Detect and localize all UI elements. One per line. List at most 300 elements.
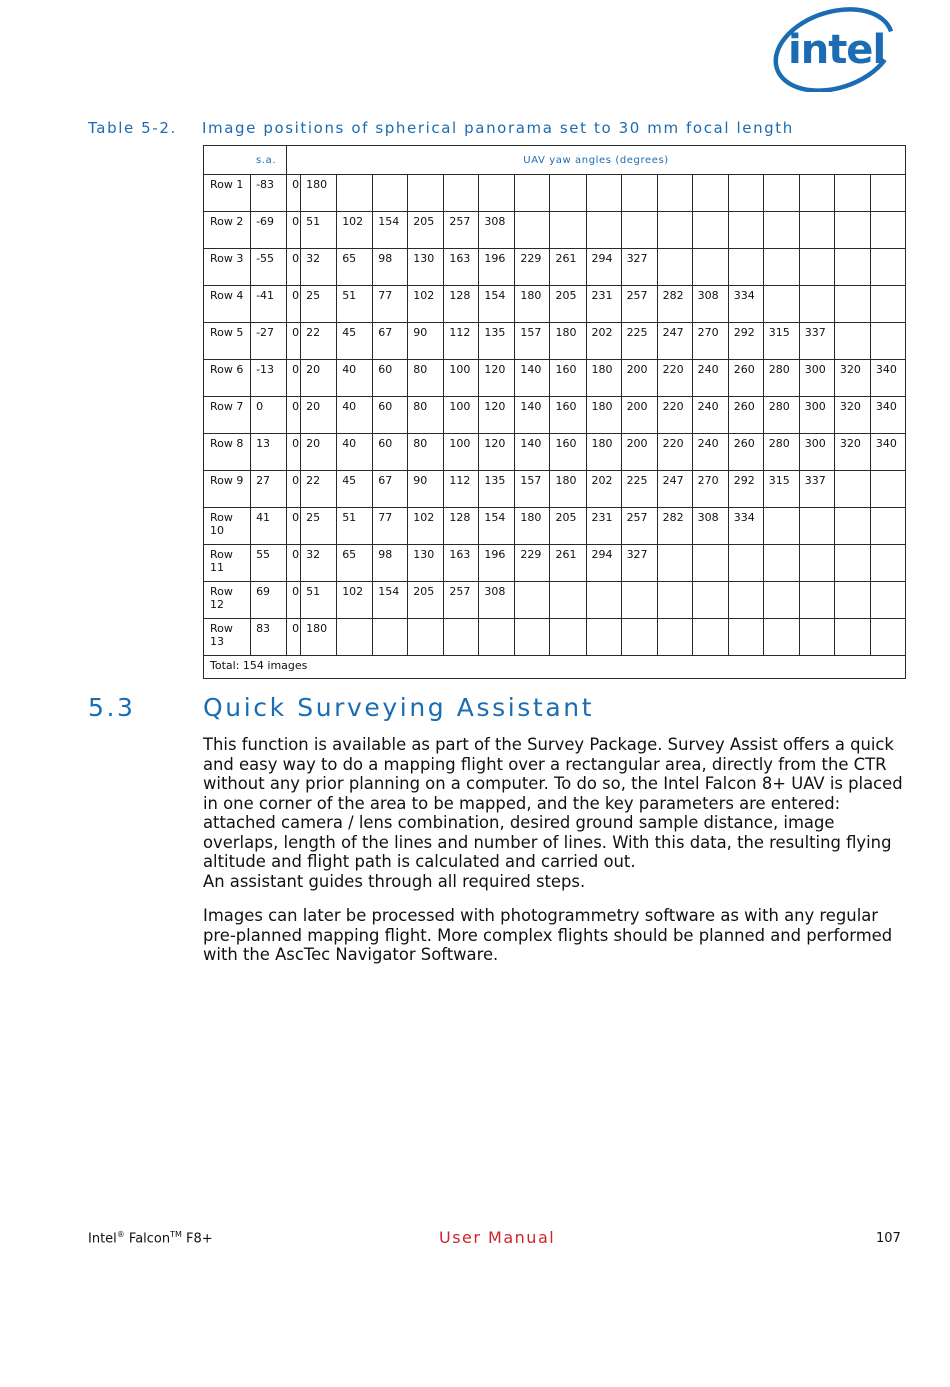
yaw-cell bbox=[515, 212, 550, 249]
yaw-cell: 308 bbox=[692, 508, 728, 545]
yaw-cell bbox=[870, 508, 905, 545]
yaw-cell: 300 bbox=[799, 397, 834, 434]
sa-cell: 55 bbox=[251, 545, 287, 582]
yaw-cell bbox=[834, 323, 870, 360]
sa-cell: -83 bbox=[251, 175, 287, 212]
yaw-cell: 80 bbox=[408, 434, 444, 471]
yaw-cell bbox=[834, 249, 870, 286]
yaw-cell: 205 bbox=[408, 582, 444, 619]
yaw-cell bbox=[799, 508, 834, 545]
registered-mark: ® bbox=[116, 1230, 125, 1239]
yaw-cell: 67 bbox=[373, 323, 408, 360]
yaw-cell: 20 bbox=[301, 397, 337, 434]
paragraph-1-note: An assistant guides through all required steps. bbox=[203, 871, 586, 891]
yaw-cell: 20 bbox=[301, 360, 337, 397]
yaw-cell: 225 bbox=[621, 471, 657, 508]
yaw-cell: 320 bbox=[834, 434, 870, 471]
yaw-cell: 120 bbox=[479, 360, 515, 397]
yaw-cell bbox=[337, 619, 373, 656]
yaw-cell bbox=[763, 508, 799, 545]
yaw-cell: 261 bbox=[550, 249, 586, 286]
yaw-cell: 280 bbox=[763, 397, 799, 434]
sa-cell: -55 bbox=[251, 249, 287, 286]
yaw-cell: 260 bbox=[728, 434, 763, 471]
yaw-cell: 77 bbox=[373, 508, 408, 545]
yaw-cell: 247 bbox=[657, 471, 692, 508]
table-row bbox=[204, 397, 906, 434]
yaw-cell: 315 bbox=[763, 323, 799, 360]
yaw-cell bbox=[621, 212, 657, 249]
yaw-cell: 102 bbox=[408, 286, 444, 323]
table-total: Total: 154 images bbox=[204, 656, 906, 679]
sa-cell: 27 bbox=[251, 471, 287, 508]
yaw-cell: 200 bbox=[621, 397, 657, 434]
sa-cell: 0 bbox=[251, 397, 287, 434]
yaw-cell bbox=[621, 619, 657, 656]
yaw-cell bbox=[728, 212, 763, 249]
yaw-cell: 261 bbox=[550, 545, 586, 582]
yaw-cell: 327 bbox=[621, 545, 657, 582]
yaw-cell: 128 bbox=[444, 286, 479, 323]
yaw-cell: 154 bbox=[479, 508, 515, 545]
yaw-cell bbox=[799, 545, 834, 582]
yaw-cell: 196 bbox=[479, 249, 515, 286]
yaw-cell bbox=[515, 175, 550, 212]
yaw-cell bbox=[763, 582, 799, 619]
yaw-cell: 25 bbox=[301, 286, 337, 323]
yaw-cell bbox=[550, 619, 586, 656]
yaw-cell: 90 bbox=[408, 323, 444, 360]
yaw-cell: 294 bbox=[586, 249, 621, 286]
yaw-cell: 0 bbox=[287, 619, 301, 656]
sa-cell: 41 bbox=[251, 508, 287, 545]
yaw-cell bbox=[586, 175, 621, 212]
yaw-cell: 163 bbox=[444, 249, 479, 286]
footer-title: User Manual bbox=[439, 1228, 556, 1247]
yaw-cell: 282 bbox=[657, 508, 692, 545]
yaw-cell bbox=[444, 175, 479, 212]
yaw-cell: 180 bbox=[301, 619, 337, 656]
yaw-cell: 157 bbox=[515, 323, 550, 360]
yaw-cell: 300 bbox=[799, 434, 834, 471]
trademark-mark: TM bbox=[170, 1230, 182, 1239]
yaw-cell bbox=[550, 212, 586, 249]
yaw-cell: 280 bbox=[763, 434, 799, 471]
yaw-cell: 337 bbox=[799, 323, 834, 360]
yaw-cell bbox=[763, 619, 799, 656]
yaw-cell: 327 bbox=[621, 249, 657, 286]
yaw-cell bbox=[799, 175, 834, 212]
yaw-cell bbox=[692, 582, 728, 619]
yaw-cell: 180 bbox=[550, 323, 586, 360]
sa-cell: 13 bbox=[251, 434, 287, 471]
yaw-cell: 160 bbox=[550, 397, 586, 434]
yaw-cell bbox=[692, 619, 728, 656]
yaw-cell bbox=[728, 175, 763, 212]
yaw-cell bbox=[763, 545, 799, 582]
yaw-cell: 282 bbox=[657, 286, 692, 323]
yaw-cell: 308 bbox=[479, 212, 515, 249]
yaw-cell bbox=[479, 619, 515, 656]
yaw-cell: 0 bbox=[287, 249, 301, 286]
yaw-cell: 280 bbox=[763, 360, 799, 397]
yaw-cell: 240 bbox=[692, 360, 728, 397]
yaw-cell bbox=[586, 212, 621, 249]
yaw-cell bbox=[799, 249, 834, 286]
yaw-cell: 247 bbox=[657, 323, 692, 360]
yaw-cell: 100 bbox=[444, 397, 479, 434]
yaw-cell: 205 bbox=[550, 286, 586, 323]
paragraph-1-text: This function is available as part of the Survey Package. Survey Assist offers a quick and easy way to do a mapping flight over a rectangular area, directly from the CTR without any prior planning on a computer. To do so, the Intel Falcon 8+ UAV is placed in one corner of the area to be mapped, and the key parameters are entered: attached camera / lens combination, desired ground sample distance, image overlaps, length of the lines and number of lines. With this data, the resulting flying altitude and flight path is calculated and carried out. bbox=[203, 735, 903, 871]
header-yaw: UAV yaw angles (degrees) bbox=[287, 146, 906, 175]
sa-cell: -13 bbox=[251, 360, 287, 397]
yaw-cell: 90 bbox=[408, 471, 444, 508]
yaw-cell bbox=[657, 175, 692, 212]
yaw-cell: 229 bbox=[515, 249, 550, 286]
yaw-cell bbox=[692, 212, 728, 249]
yaw-cell bbox=[870, 471, 905, 508]
table-row bbox=[204, 286, 906, 323]
yaw-cell: 77 bbox=[373, 286, 408, 323]
table-row bbox=[204, 619, 906, 656]
footer-product-name: Falcon bbox=[124, 1231, 171, 1247]
yaw-cell bbox=[870, 212, 905, 249]
yaw-cell: 65 bbox=[337, 545, 373, 582]
row-label: Row 8 bbox=[204, 434, 251, 471]
yaw-cell: 240 bbox=[692, 434, 728, 471]
yaw-cell: 0 bbox=[287, 175, 301, 212]
paragraph-1 bbox=[203, 735, 908, 891]
table-row bbox=[204, 249, 906, 286]
yaw-cell bbox=[657, 545, 692, 582]
yaw-cell bbox=[834, 212, 870, 249]
yaw-cell bbox=[692, 175, 728, 212]
yaw-cell: 205 bbox=[550, 508, 586, 545]
yaw-cell: 257 bbox=[621, 508, 657, 545]
yaw-cell: 257 bbox=[621, 286, 657, 323]
yaw-cell bbox=[515, 582, 550, 619]
yaw-cell: 220 bbox=[657, 434, 692, 471]
yaw-cell bbox=[515, 619, 550, 656]
row-label: Row 11 bbox=[204, 545, 251, 582]
row-label: Row 13 bbox=[204, 619, 251, 656]
intel-logo-text: intel bbox=[788, 27, 886, 73]
yaw-cell: 0 bbox=[287, 434, 301, 471]
row-label: Row 9 bbox=[204, 471, 251, 508]
row-label: Row 3 bbox=[204, 249, 251, 286]
table-caption bbox=[88, 119, 794, 137]
yaw-cell: 154 bbox=[373, 212, 408, 249]
yaw-cell bbox=[763, 286, 799, 323]
yaw-cell bbox=[692, 249, 728, 286]
yaw-cell: 130 bbox=[408, 545, 444, 582]
yaw-cell bbox=[692, 545, 728, 582]
yaw-cell bbox=[834, 545, 870, 582]
row-label: Row 10 bbox=[204, 508, 251, 545]
yaw-cell bbox=[870, 286, 905, 323]
yaw-cell: 135 bbox=[479, 323, 515, 360]
row-label: Row 7 bbox=[204, 397, 251, 434]
yaw-cell: 257 bbox=[444, 582, 479, 619]
yaw-cell: 0 bbox=[287, 212, 301, 249]
yaw-cell: 22 bbox=[301, 471, 337, 508]
section-number: 5.3 bbox=[88, 693, 136, 722]
yaw-cell: 260 bbox=[728, 397, 763, 434]
yaw-cell: 0 bbox=[287, 471, 301, 508]
yaw-cell: 320 bbox=[834, 360, 870, 397]
yaw-cell: 334 bbox=[728, 286, 763, 323]
yaw-cell bbox=[479, 175, 515, 212]
table-total-row bbox=[204, 656, 906, 679]
yaw-cell: 180 bbox=[586, 434, 621, 471]
yaw-cell: 40 bbox=[337, 434, 373, 471]
yaw-cell: 220 bbox=[657, 397, 692, 434]
table-header-row bbox=[204, 146, 906, 175]
table-row bbox=[204, 212, 906, 249]
yaw-cell bbox=[870, 545, 905, 582]
yaw-cell bbox=[444, 619, 479, 656]
sa-cell: -69 bbox=[251, 212, 287, 249]
yaw-cell: 98 bbox=[373, 249, 408, 286]
yaw-cell: 202 bbox=[586, 323, 621, 360]
table-row bbox=[204, 545, 906, 582]
yaw-cell: 22 bbox=[301, 323, 337, 360]
yaw-cell: 180 bbox=[515, 508, 550, 545]
yaw-cell bbox=[337, 175, 373, 212]
yaw-cell bbox=[763, 249, 799, 286]
yaw-cell: 257 bbox=[444, 212, 479, 249]
yaw-cell: 112 bbox=[444, 323, 479, 360]
yaw-cell bbox=[408, 619, 444, 656]
yaw-cell: 154 bbox=[479, 286, 515, 323]
panorama-table bbox=[203, 145, 906, 679]
yaw-cell: 0 bbox=[287, 397, 301, 434]
yaw-cell: 260 bbox=[728, 360, 763, 397]
yaw-cell: 205 bbox=[408, 212, 444, 249]
yaw-cell bbox=[621, 582, 657, 619]
yaw-cell bbox=[799, 582, 834, 619]
yaw-cell: 220 bbox=[657, 360, 692, 397]
yaw-cell: 120 bbox=[479, 397, 515, 434]
yaw-cell: 157 bbox=[515, 471, 550, 508]
yaw-cell: 128 bbox=[444, 508, 479, 545]
yaw-cell: 60 bbox=[373, 434, 408, 471]
yaw-cell: 45 bbox=[337, 323, 373, 360]
yaw-cell: 67 bbox=[373, 471, 408, 508]
yaw-cell: 40 bbox=[337, 397, 373, 434]
yaw-cell: 200 bbox=[621, 434, 657, 471]
yaw-cell: 80 bbox=[408, 397, 444, 434]
yaw-cell bbox=[834, 582, 870, 619]
yaw-cell: 20 bbox=[301, 434, 337, 471]
yaw-cell bbox=[621, 175, 657, 212]
yaw-cell: 154 bbox=[373, 582, 408, 619]
yaw-cell bbox=[834, 286, 870, 323]
table-row bbox=[204, 471, 906, 508]
yaw-cell: 102 bbox=[408, 508, 444, 545]
yaw-cell: 340 bbox=[870, 397, 905, 434]
yaw-cell bbox=[657, 249, 692, 286]
yaw-cell: 202 bbox=[586, 471, 621, 508]
yaw-cell: 160 bbox=[550, 360, 586, 397]
yaw-cell: 196 bbox=[479, 545, 515, 582]
yaw-cell bbox=[550, 582, 586, 619]
paragraph-2: Images can later be processed with photogrammetry software as with any regular pre-planned mapping flight. More complex flights should be planned and performed with the AscTec Navigator Software. bbox=[203, 906, 893, 964]
yaw-cell bbox=[870, 582, 905, 619]
panorama-table-body bbox=[204, 146, 906, 679]
yaw-cell: 32 bbox=[301, 249, 337, 286]
yaw-cell: 180 bbox=[586, 397, 621, 434]
yaw-cell: 180 bbox=[301, 175, 337, 212]
yaw-cell: 308 bbox=[479, 582, 515, 619]
yaw-cell: 98 bbox=[373, 545, 408, 582]
yaw-cell: 315 bbox=[763, 471, 799, 508]
table-caption-title: Image positions of spherical panorama set to 30 mm focal length bbox=[202, 119, 794, 137]
sa-cell: -41 bbox=[251, 286, 287, 323]
yaw-cell: 294 bbox=[586, 545, 621, 582]
table-row bbox=[204, 582, 906, 619]
footer-brand: Intel bbox=[88, 1231, 117, 1247]
table-caption-number: Table 5-2. bbox=[88, 119, 177, 137]
yaw-cell: 300 bbox=[799, 360, 834, 397]
yaw-cell bbox=[728, 582, 763, 619]
yaw-cell: 320 bbox=[834, 397, 870, 434]
yaw-cell: 240 bbox=[692, 397, 728, 434]
yaw-cell: 32 bbox=[301, 545, 337, 582]
yaw-cell: 51 bbox=[301, 582, 337, 619]
yaw-cell: 102 bbox=[337, 582, 373, 619]
yaw-cell: 225 bbox=[621, 323, 657, 360]
yaw-cell: 292 bbox=[728, 323, 763, 360]
table-row bbox=[204, 508, 906, 545]
yaw-cell: 135 bbox=[479, 471, 515, 508]
sa-cell: -27 bbox=[251, 323, 287, 360]
intel-logo bbox=[768, 0, 904, 92]
header-sa: s.a. bbox=[204, 146, 287, 175]
yaw-cell: 100 bbox=[444, 434, 479, 471]
yaw-cell: 0 bbox=[287, 360, 301, 397]
yaw-cell bbox=[408, 175, 444, 212]
section-heading bbox=[88, 693, 594, 722]
yaw-cell: 180 bbox=[586, 360, 621, 397]
table-row bbox=[204, 323, 906, 360]
yaw-cell bbox=[834, 471, 870, 508]
table-row bbox=[204, 434, 906, 471]
row-label: Row 2 bbox=[204, 212, 251, 249]
yaw-cell bbox=[373, 619, 408, 656]
yaw-cell bbox=[870, 175, 905, 212]
yaw-cell: 231 bbox=[586, 286, 621, 323]
yaw-cell: 40 bbox=[337, 360, 373, 397]
yaw-cell: 140 bbox=[515, 397, 550, 434]
yaw-cell: 200 bbox=[621, 360, 657, 397]
yaw-cell: 51 bbox=[337, 286, 373, 323]
yaw-cell: 337 bbox=[799, 471, 834, 508]
yaw-cell bbox=[657, 212, 692, 249]
yaw-cell: 120 bbox=[479, 434, 515, 471]
yaw-cell: 340 bbox=[870, 434, 905, 471]
yaw-cell: 180 bbox=[550, 471, 586, 508]
yaw-cell bbox=[763, 212, 799, 249]
yaw-cell: 229 bbox=[515, 545, 550, 582]
yaw-cell: 140 bbox=[515, 434, 550, 471]
yaw-cell: 80 bbox=[408, 360, 444, 397]
table-row bbox=[204, 175, 906, 212]
yaw-cell: 163 bbox=[444, 545, 479, 582]
yaw-cell: 130 bbox=[408, 249, 444, 286]
yaw-cell: 0 bbox=[287, 545, 301, 582]
yaw-cell: 0 bbox=[287, 582, 301, 619]
yaw-cell: 270 bbox=[692, 471, 728, 508]
yaw-cell: 0 bbox=[287, 286, 301, 323]
yaw-cell bbox=[870, 323, 905, 360]
yaw-cell bbox=[550, 175, 586, 212]
yaw-cell: 334 bbox=[728, 508, 763, 545]
yaw-cell bbox=[834, 508, 870, 545]
yaw-cell: 231 bbox=[586, 508, 621, 545]
page-number: 107 bbox=[876, 1231, 901, 1246]
yaw-cell bbox=[834, 619, 870, 656]
row-label: Row 4 bbox=[204, 286, 251, 323]
yaw-cell: 160 bbox=[550, 434, 586, 471]
sa-cell: 83 bbox=[251, 619, 287, 656]
yaw-cell: 51 bbox=[337, 508, 373, 545]
row-label: Row 5 bbox=[204, 323, 251, 360]
yaw-cell bbox=[799, 619, 834, 656]
yaw-cell bbox=[586, 582, 621, 619]
yaw-cell bbox=[728, 249, 763, 286]
yaw-cell bbox=[870, 249, 905, 286]
yaw-cell: 140 bbox=[515, 360, 550, 397]
yaw-cell: 102 bbox=[337, 212, 373, 249]
yaw-cell: 60 bbox=[373, 397, 408, 434]
yaw-cell bbox=[728, 545, 763, 582]
yaw-cell: 65 bbox=[337, 249, 373, 286]
yaw-cell bbox=[834, 175, 870, 212]
yaw-cell bbox=[586, 619, 621, 656]
row-label: Row 1 bbox=[204, 175, 251, 212]
yaw-cell: 112 bbox=[444, 471, 479, 508]
yaw-cell: 51 bbox=[301, 212, 337, 249]
yaw-cell bbox=[657, 619, 692, 656]
sa-cell: 69 bbox=[251, 582, 287, 619]
yaw-cell: 0 bbox=[287, 323, 301, 360]
row-label: Row 12 bbox=[204, 582, 251, 619]
section-title: Quick Surveying Assistant bbox=[203, 693, 595, 722]
yaw-cell: 340 bbox=[870, 360, 905, 397]
yaw-cell: 292 bbox=[728, 471, 763, 508]
yaw-cell bbox=[799, 286, 834, 323]
yaw-cell bbox=[763, 175, 799, 212]
yaw-cell: 308 bbox=[692, 286, 728, 323]
yaw-cell: 25 bbox=[301, 508, 337, 545]
yaw-cell: 180 bbox=[515, 286, 550, 323]
yaw-cell bbox=[657, 582, 692, 619]
table-row bbox=[204, 360, 906, 397]
yaw-cell: 60 bbox=[373, 360, 408, 397]
yaw-cell bbox=[728, 619, 763, 656]
footer-product bbox=[88, 1230, 213, 1246]
yaw-cell bbox=[870, 619, 905, 656]
yaw-cell bbox=[799, 212, 834, 249]
yaw-cell: 270 bbox=[692, 323, 728, 360]
yaw-cell: 100 bbox=[444, 360, 479, 397]
footer-model: F8+ bbox=[181, 1231, 213, 1247]
yaw-cell: 45 bbox=[337, 471, 373, 508]
yaw-cell bbox=[373, 175, 408, 212]
yaw-cell: 0 bbox=[287, 508, 301, 545]
row-label: Row 6 bbox=[204, 360, 251, 397]
